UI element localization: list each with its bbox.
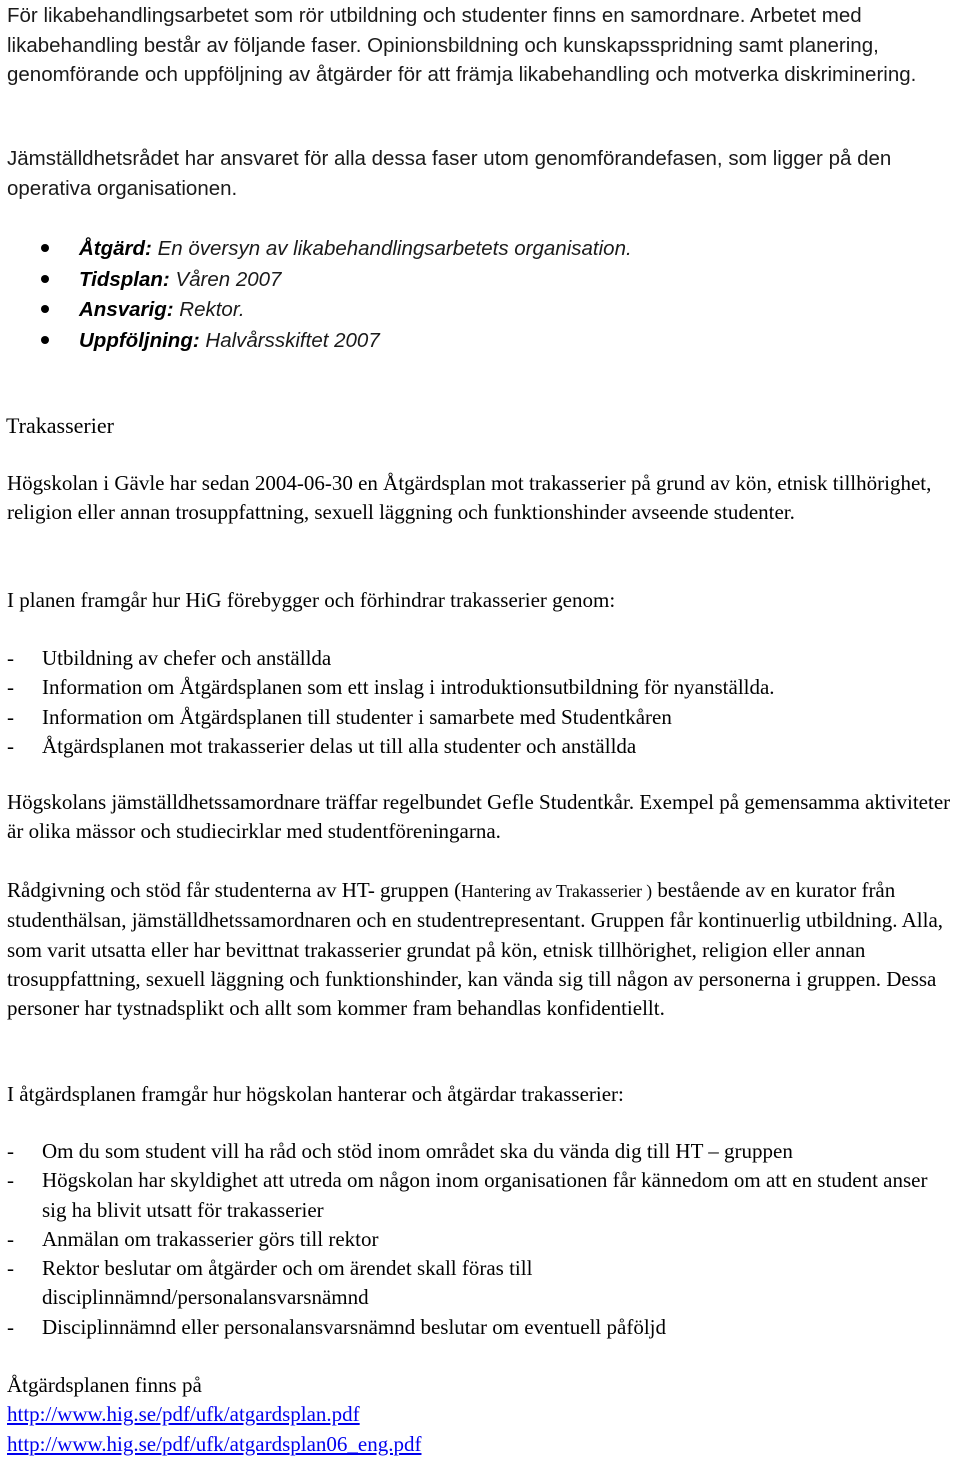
bullet-dot-icon	[41, 336, 49, 344]
trakasserier-paragraph-1: Högskolan i Gävle har sedan 2004-06-30 en Åtgärdsplan mot trakasserier på grund av kön, etnisk tillhörighet, religion eller annan trosuppfattning, sexuell läggning och funktionshinder avseende studenter.	[7, 471, 932, 525]
list-item: - Information om Åtgärdsplanen som ett inslag i introduktionsutbildning för nyanställda.	[7, 675, 775, 700]
list-item: - Högskolan har skyldighet att utreda om någon inom organisationen får kännedom om att en student anser sig ha blivit utsatt för trakasserier	[7, 1168, 928, 1222]
links-block	[7, 1371, 421, 1459]
link-atgardsplan-eng-pdf[interactable]: http://www.hig.se/pdf/ufk/atgardsplan06_eng.pdf	[7, 1431, 422, 1456]
bullet-item-ansvarig: Ansvarig: Rektor.	[0, 295, 632, 326]
intro-paragraph-2: Jämställdhetsrådet har ansvaret för alla dessa faser utom genomförandefasen, som ligger på den operativa organisationen.	[7, 147, 892, 200]
list-item: - Anmälan om trakasserier görs till rektor	[7, 1226, 379, 1251]
list-item: - Information om Åtgärdsplanen till studenter i samarbete med Studentkåren	[7, 704, 672, 729]
list-item: - Om du som student vill ha råd och stöd inom området ska du vända dig till HT – gruppen	[7, 1139, 793, 1163]
bullet-item-tidsplan: Tidsplan: Våren 2007	[0, 265, 632, 296]
list-item: - Rektor beslutar om åtgärder och om ärendet skall föras till disciplinnämnd/personalansvarsnämnd	[7, 1256, 533, 1310]
list-item: - Disciplinnämnd eller personalansvarsnämnd beslutar om eventuell påföljd	[7, 1314, 666, 1339]
link-atgardsplan-pdf[interactable]: http://www.hig.se/pdf/ufk/atgardsplan.pdf	[7, 1402, 360, 1427]
bullet-dot-icon	[41, 305, 49, 313]
bullet-item-uppfoljning: Uppföljning: Halvårsskiftet 2007	[0, 326, 632, 357]
section-heading-trakasserier: Trakasserier	[6, 413, 114, 438]
action-bullet-list	[0, 234, 632, 356]
bullet-item-atgard: Åtgärd: En översyn av likabehandlingsarbetets organisation.	[0, 234, 632, 265]
bullet-dot-icon	[41, 244, 49, 252]
trakasserier-paragraph-2: I planen framgår hur HiG förebygger och förhindrar trakasserier genom:	[7, 588, 616, 612]
list-item: - Utbildning av chefer och anställda	[7, 646, 332, 670]
prevention-list	[0, 644, 952, 761]
links-intro: Åtgärdsplanen finns på	[7, 1373, 202, 1397]
trakasserier-paragraph-5: I åtgärdsplanen framgår hur högskolan hanterar och åtgärdar trakasserier:	[7, 1082, 624, 1106]
trakasserier-paragraph-3: Högskolans jämställdhetssamordnare träffar regelbundet Gefle Studentkår. Exempel på gemensamma aktiviteter är olika mässor och studiecirklar med studentföreningarna.	[7, 790, 951, 844]
intro-paragraph-1: För likabehandlingsarbetet som rör utbildning och studenter finns en samordnare. Arbetet med likabehandling består av följande faser. Opinionsbildning och kunskapsspridning samt planering, genomförande och uppföljning av åtgärder för att främja likabehandling och motverka diskriminering.	[7, 4, 917, 86]
trakasserier-paragraph-4: Rådgivning och stöd får studenterna av HT- gruppen (Hantering av Trakasserier ) bestående av en kurator från studenthälsan, jämställdhetssamordnaren och en studentrepresentant. Gruppen får kontinuerlig utbildning. Alla, som varit utsatta eller har bevittnat trakasserier grundat på kön, etnisk tillhörighet, religion eller annan trosuppfattning, sexuell läggning och funktionshinder, kan vända sig till någon av personerna i gruppen. Dessa personer har tystnadsplikt och allt som kommer fram behandlas konfidentiellt.	[7, 878, 944, 1021]
list-item: - Åtgärdsplanen mot trakasserier delas ut till alla studenter och anställda	[7, 733, 637, 758]
bullet-dot-icon	[41, 275, 49, 283]
handling-list	[0, 1137, 952, 1342]
